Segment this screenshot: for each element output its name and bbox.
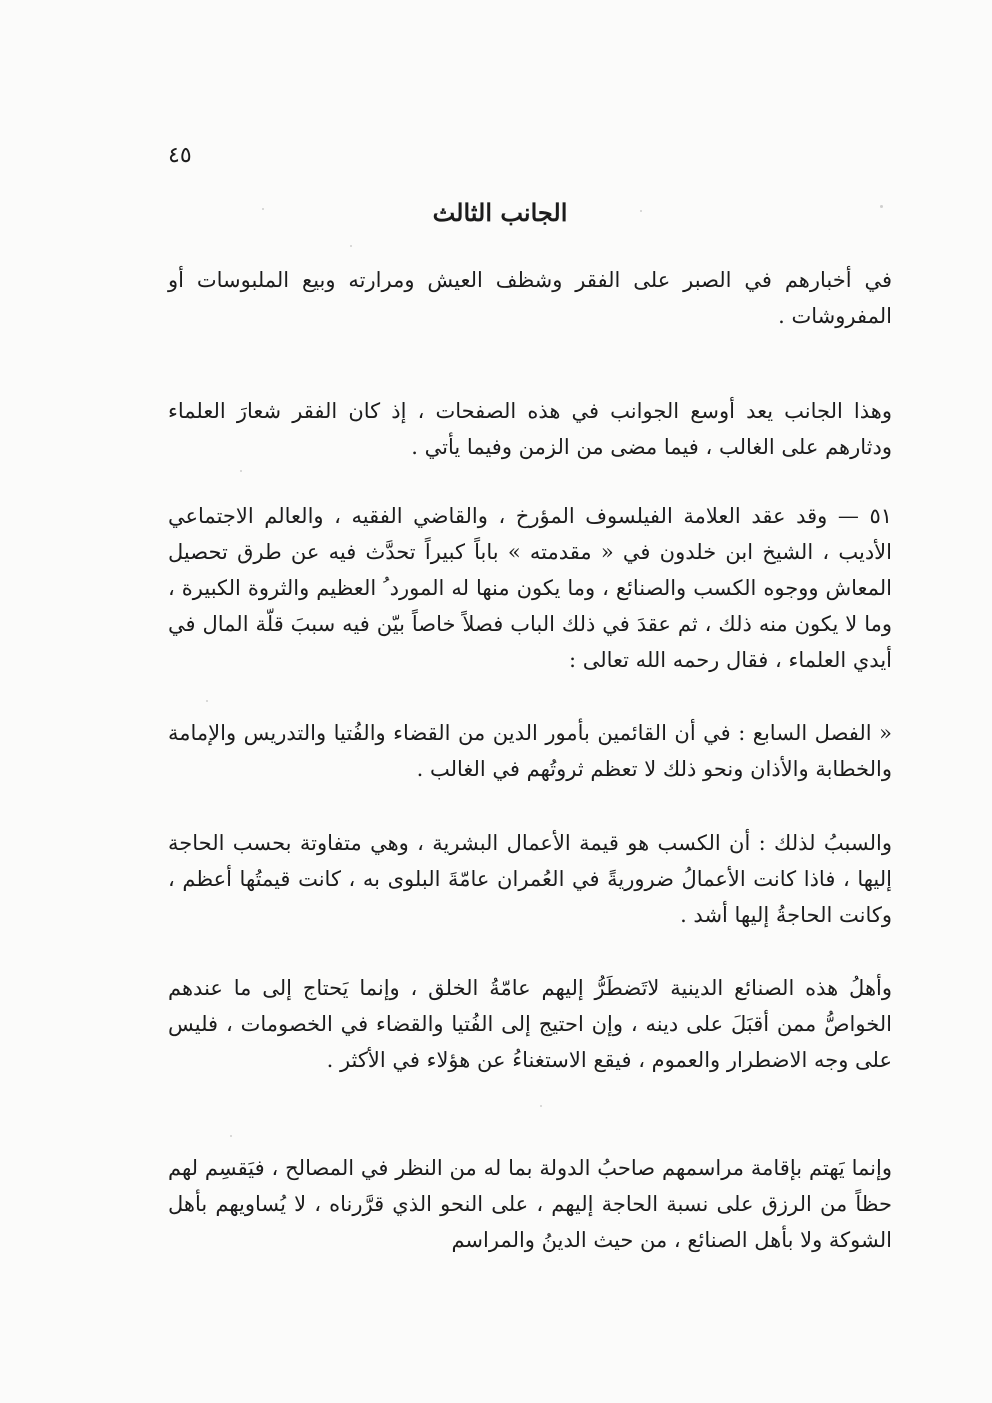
- scan-speck: [230, 1135, 232, 1137]
- scan-speck: [350, 245, 352, 247]
- scan-speck: [206, 700, 208, 702]
- scan-speck: [262, 208, 264, 210]
- paragraph-subtitle: في أخبارهم في الصبر على الفقر وشظف العيش ومرارته وبيع الملبوسات أو المفروشات .: [168, 268, 892, 328]
- paragraph-intro: وهذا الجانب يعد أوسع الجوانب في هذه الصفحات ، إذ كان الفقر شعارَ العلماء ودثارهم على الغالب ، فيما مضى من الزمن وفيما يأتي .: [168, 399, 892, 459]
- paragraph-reason: والسببُ لذلك : أن الكسب هو قيمة الأعمال البشرية ، وهي متفاوتة بحسب الحاجة إليها ، فاذا كانت الأعمالُ ضروريةً في العُمران عامّةَ البلوى به ، كانت قيمتُها أعظم ، وكانت الحاجةُ إليها أشد .: [168, 831, 892, 927]
- scan-speck: [640, 210, 642, 212]
- paragraph-51: ٥١ — وقد عقد العلامة الفيلسوف المؤرخ ، والقاضي الفقيه ، والعالم الاجتماعي الأديب ، الشيخ ابن خلدون في « مقدمته » باباً كبيراً تحدَّث فيه عن طرق تحصيل المعاش ووجوه الكسب والصنائع ، وما يكون منها له المورد ُ العظيم والثروة الكبيرة ، وما لا يكون منه ذلك ، ثم عقدَ في ذلك الباب فصلاً خاصاً بيّن فيه سببَ قلّة المال في أيدي العلماء ، فقال رحمه الله تعالى :: [168, 504, 892, 672]
- page-number: ٤٥: [168, 143, 192, 168]
- paragraph-religious-crafts: وأهلُ هذه الصنائع الدينية لاتَضطَرُّ إليهم عامّةُ الخلق ، وإنما يَحتاج إلى ما عندهم الخواصُّ ممن أقبَلَ على دينه ، وإن احتيج إلى الفُتيا والقضاء في الخصومات ، فليس على وجه الاضطرار والعموم ، فيقع الاستغناءُ عن هؤلاء في الأكثر .: [168, 976, 892, 1072]
- scan-speck: [880, 205, 883, 208]
- scan-speck: [240, 470, 242, 472]
- chapter-title: الجانب الثالث: [432, 198, 568, 227]
- scan-speck: [540, 1105, 542, 1107]
- chapter-title-wrapper: [400, 198, 600, 227]
- paragraph-quote-start: « الفصل السابع : في أن القائمين بأمور الدين من القضاء والفُتيا والتدريس والإمامة والخطابة والأذان ونحو ذلك لا تعظم ثروتُهم في الغالب .: [168, 721, 892, 781]
- paragraph-state: وإنما يَهتم بإقامة مراسمهم صاحبُ الدولة بما له من النظر في المصالح ، فيَقسِم لهم حظاً من الرزق على نسبة الحاجة إليهم ، على النحو الذي قرَّرناه ، لا يُساويهم بأهل الشوكة ولا بأهل الصنائع ، من حيث الدينُ والمراسم: [168, 1156, 892, 1252]
